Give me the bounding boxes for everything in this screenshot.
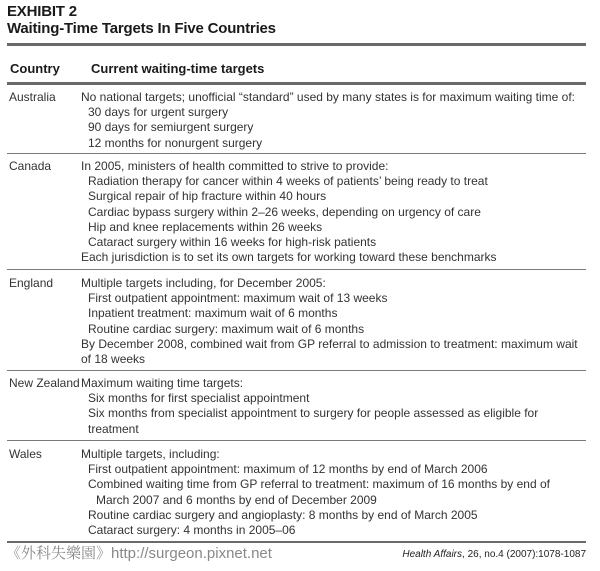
country-cell: Canada	[9, 159, 52, 173]
target-line: Six months from specialist appointment to surgery for people assessed as eligible for	[88, 406, 539, 421]
target-line: Inpatient treatment: maximum wait of 6 months	[88, 306, 338, 321]
target-line: of 18 weeks	[81, 352, 146, 367]
target-line: 12 months for nonurgent surgery	[88, 135, 263, 150]
targets-cell	[81, 376, 591, 437]
target-line: Cataract surgery: 4 months in 2005–06	[88, 523, 296, 538]
row-divider	[7, 269, 586, 270]
target-line: Six months for first specialist appointment	[88, 391, 310, 406]
targets-cell	[81, 447, 591, 538]
source-journal: Health Affairs	[402, 549, 463, 560]
target-line: Routine cardiac surgery: maximum wait of 6 months	[88, 321, 365, 336]
country-cell: Australia	[9, 90, 56, 104]
targets-cell	[81, 90, 591, 151]
target-line: Hip and knee replacements within 26 weeks	[88, 219, 323, 234]
target-line: Routine cardiac surgery and angioplasty: 8 months by end of March 2005	[88, 507, 478, 522]
target-line: Each jurisdiction is to set its own targets for working toward these benchmarks	[81, 250, 497, 265]
watermark: 《外科失樂園》http://surgeon.pixnet.net	[6, 545, 272, 562]
header-rule	[7, 82, 586, 85]
target-line: 90 days for semiurgent surgery	[88, 120, 254, 135]
exhibit-label: EXHIBIT 2	[7, 3, 77, 20]
target-line: By December 2008, combined wait from GP referral to admission to treatment: maximum wait	[81, 336, 578, 351]
source-details: , 26, no.4 (2007):1078-1087	[462, 549, 586, 560]
title-rule	[7, 43, 586, 46]
table-bottom-rule	[7, 541, 586, 543]
target-line: Combined waiting time from GP referral to treatment: maximum of 16 months by end of	[88, 477, 550, 492]
target-line: In 2005, ministers of health committed to strive to provide:	[81, 159, 389, 173]
row-divider	[7, 440, 586, 441]
target-line: Maximum waiting time targets:	[81, 376, 244, 390]
targets-cell	[81, 276, 591, 367]
target-line: No national targets; unofficial “standard” used by many states is for maximum waiting time of:	[81, 90, 575, 104]
target-line: First outpatient appointment: maximum wait of 13 weeks	[88, 291, 388, 306]
target-line: Multiple targets, including:	[81, 447, 220, 461]
target-line: Cardiac bypass surgery within 2–26 weeks, depending on urgency of care	[88, 204, 481, 219]
country-cell: New Zealand	[9, 376, 80, 390]
exhibit-title: Waiting-Time Targets In Five Countries	[7, 20, 276, 37]
row-divider	[7, 153, 586, 154]
country-cell: Wales	[9, 447, 42, 461]
target-line: Surgical repair of hip fracture within 40 hours	[88, 189, 327, 204]
source-citation	[402, 549, 586, 561]
target-line: Multiple targets including, for December 2005:	[81, 276, 326, 290]
target-line: Cataract surgery within 16 weeks for high-risk patients	[88, 235, 377, 250]
target-line: March 2007 and 6 months by end of December 2009	[96, 492, 377, 507]
country-cell: England	[9, 276, 54, 290]
header-country: Country	[10, 61, 60, 76]
header-targets: Current waiting-time targets	[91, 61, 265, 76]
row-divider	[7, 370, 586, 371]
targets-cell	[81, 159, 591, 265]
target-line: treatment	[88, 421, 139, 436]
target-line: First outpatient appointment: maximum of 12 months by end of March 2006	[88, 462, 488, 477]
target-line: Radiation therapy for cancer within 4 weeks of patients’ being ready to treat	[88, 174, 488, 189]
target-line: 30 days for urgent surgery	[88, 105, 229, 120]
